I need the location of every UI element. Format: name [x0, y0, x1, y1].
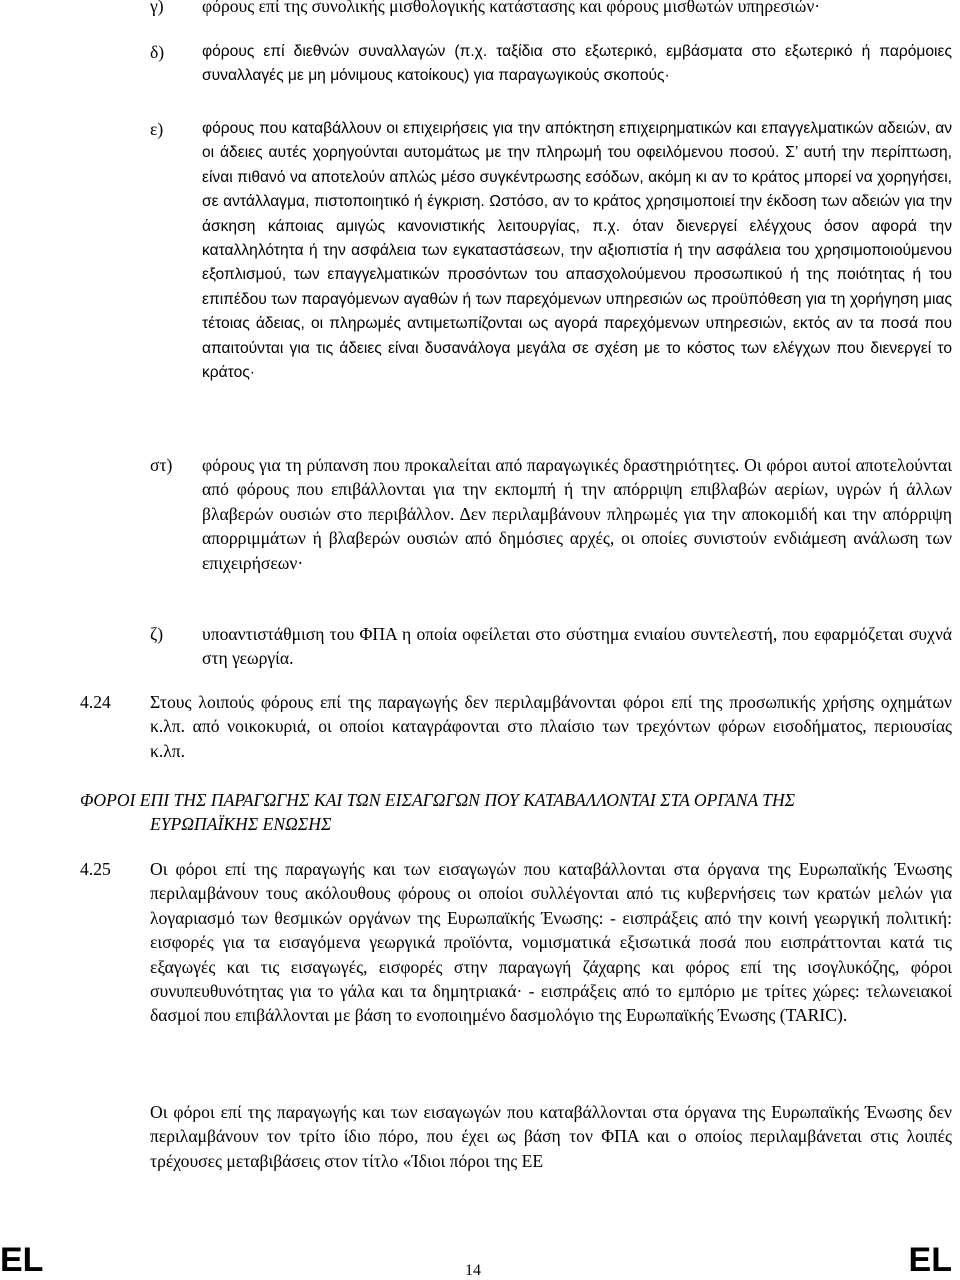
- list-label: γ): [150, 0, 164, 16]
- paragraph-text: Στους λοιπούς φόρους επί της παραγωγής δεν περιλαμβάνονται φόροι επί της προσωπικής χρήσης οχημάτων κ.λπ. από νοικοκυριά, οι οποίοι καταγράφονται στο πλαίσιο των τρεχόντων φόρων εισοδήματος, περιουσίας κ.λπ.: [150, 692, 952, 761]
- heading-line-1: ΦΟΡΟΙ ΕΠΙ ΤΗΣ ΠΑΡΑΓΩΓΗΣ ΚΑΙ ΤΩΝ ΕΙΣΑΓΩΓΩΝ ΠΟΥ ΚΑΤΑΒΑΛΛΟΝΤΑΙ ΣΤΑ ΟΡΓΑΝΑ ΤΗΣ: [80, 790, 796, 810]
- list-label: στ): [150, 455, 173, 475]
- list-text: φόρους επί της συνολικής μισθολογικής κατάστασης και φόρους μισθωτών υπηρεσιών·: [202, 0, 821, 16]
- list-text: φόρους επί διεθνών συναλλαγών (π.χ. ταξίδια στο εξωτερικό, εμβάσματα στο εξωτερικό ή παρόμοιες συναλλαγές με μη μόνιμους κατοίκους) για παραγωγικούς σκοπούς·: [202, 43, 952, 85]
- footer-page-number: 14: [465, 1262, 481, 1279]
- paragraph-text: Οι φόροι επί της παραγωγής και των εισαγωγών που καταβάλλονται στα όργανα της Ευρωπαϊκής Ένωσης περιλαμβάνουν τους ακόλουθους φόρους οι οποίοι συλλέγονται από τις κυβερνήσεις των κρατών μελών για λογαριασμό των θεσμικών οργάνων της Ευρωπαϊκής Ένωσης: - εισπράξεις από την κοινή γεωργική πολιτική: εισφορές για τα εισαγόμενα γεωργικά προϊόντα, νομισματικά εξισωτικά ποσά που εισπράττονται κατά τις εξαγωγές και τις εισαγωγές, εισφορές στην παραγωγή ζάχαρης και φόρος επί της ισογλυκόζης, φόροι συνυπευθυνότητας για το γάλα και τα δημητριακά· - εισπράξεις από το εμπόριο με τρίτες χώρες: τελωνειακοί δασμοί που επιβάλλονται με βάση το ενοποιημένο δασμολόγιο της Ευρωπαϊκής Ένωσης (TARIC).: [150, 859, 952, 1026]
- paragraph-number: 4.25: [80, 859, 111, 879]
- list-label: δ): [150, 42, 165, 62]
- list-text: υποαντιστάθμιση του ΦΠΑ η οποία οφείλεται στο σύστημα ενιαίου συντελεστή, που εφαρμόζεται συχνά στη γεωργία.: [202, 624, 952, 669]
- paragraph-number: 4.24: [80, 692, 111, 712]
- list-text: φόρους για τη ρύπανση που προκαλείται από παραγωγικές δραστηριότητες. Οι φόροι αυτοί αποτελούνται από φόρους που επιβάλλονται για την εκπομπή ή την απόρριψη επιβλαβών αερίων, υγρών ή άλλων βλαβερών ουσιών στο περιβάλλον. Δεν περιλαμβάνουν πληρωμές για την αποκομιδή και την απόρριψη απορριμμάτων ή βλαβερών ουσιών από δημόσιες αρχές, οι οποίες συνιστούν ενδιάμεση ανάλωση των επιχειρήσεων·: [202, 455, 952, 573]
- footer-language-right: EL: [908, 1241, 952, 1279]
- list-text: φόρους που καταβάλλουν οι επιχειρήσεις για την απόκτηση επιχειρηματικών και επαγγελματικών αδειών, αν οι άδειες αυτές χορηγούνται αυτομάτως με την πληρωμή του οφειλόμενου ποσού. Σ’ αυτή την περίπτωση, είναι πιθανό να αποτελούν απλώς μέσο συγκέντρωσης εσόδων, ακόμη κι αν το κράτος μπορεί να χορηγήσει, σε αντάλλαγμα, πιστοποιητικό ή έγκριση. Ωστόσο, αν το κράτος χρησιμοποιεί την έκδοση των αδειών για την άσκηση κάποιας αμιγώς κανονιστικής λειτουργίας, π.χ. όταν διενεργεί ελέγχους όσον αφορά την καταλληλότητα ή την ασφάλεια των εγκαταστάσεων, την αξιοπιστία ή την ασφάλεια του χρησιμοποιούμενου εξοπλισμού, των επαγγελματικών προσόντων του απασχολούμενου προσωπικού ή της ποιότητας ή του επιπέδου των παραγόμενων αγαθών ή των παρεχόμενων υπηρεσιών ως προϋπόθεση για τη χορήγηση μιας τέτοιας άδειας, οι πληρωμές αντιμετωπίζονται ως αγορά παρεχόμενων υπηρεσιών, εκτός αν τα ποσά που απαιτούνται για τις άδειες είναι δυσανάλογα μεγάλα σε σχέση με το κόστος των ελέγχων που διενεργεί το κράτος·: [202, 120, 952, 382]
- list-label: ε): [150, 119, 164, 139]
- paragraph-text: Οι φόροι επί της παραγωγής και των εισαγωγών που καταβάλλονται στα όργανα της Ευρωπαϊκής Ένωσης δεν περιλαμβάνουν τον τρίτο ίδιο πόρο, που έχει ως βάση τον ΦΠΑ και ο οποίος περιλαμβάνεται στις λοιπές τρέχουσες μεταβιβάσεις στον τίτλο «Ίδιοι πόροι της ΕΕ: [150, 1102, 952, 1171]
- heading-line-2: ΕΥΡΩΠΑΪΚΗΣ ΕΝΩΣΗΣ: [150, 814, 332, 835]
- list-label: ζ): [150, 624, 164, 644]
- footer-language-left: EL: [0, 1241, 44, 1279]
- section-heading: [80, 788, 880, 837]
